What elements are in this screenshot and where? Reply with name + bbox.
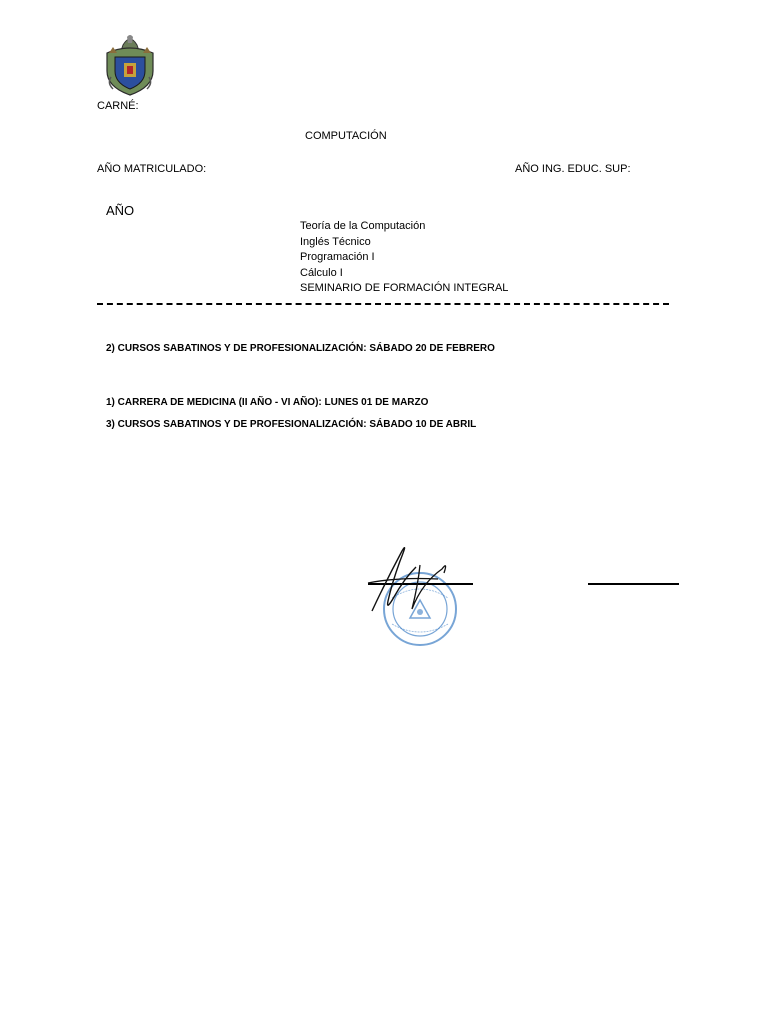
signature-line bbox=[588, 583, 679, 585]
signature-icon bbox=[360, 543, 470, 623]
higher-ed-year-label: AÑO ING. EDUC. SUP: bbox=[515, 163, 631, 175]
carne-label: CARNÉ: bbox=[97, 100, 139, 112]
career-title: COMPUTACIÓN bbox=[305, 130, 387, 142]
notice-item: 3) CURSOS SABATINOS Y DE PROFESIONALIZACIÓN: SÁBADO 10 DE ABRIL bbox=[106, 419, 477, 430]
dashed-divider bbox=[97, 303, 669, 305]
notice-item: 1) CARRERA DE MEDICINA (II AÑO - VI AÑO): LUNES 01 DE MARZO bbox=[106, 397, 429, 408]
course-item: Cálculo I bbox=[300, 267, 343, 279]
enrolled-year-label: AÑO MATRICULADO: bbox=[97, 163, 207, 175]
course-item: Programación I bbox=[300, 251, 375, 263]
course-item: Teoría de la Computación bbox=[300, 220, 426, 232]
notice-item: 2) CURSOS SABATINOS Y DE PROFESIONALIZACIÓN: SÁBADO 20 DE FEBRERO bbox=[106, 343, 495, 354]
course-item: SEMINARIO DE FORMACIÓN INTEGRAL bbox=[300, 282, 509, 294]
course-item: Inglés Técnico bbox=[300, 236, 371, 248]
year-label: AÑO bbox=[106, 203, 135, 218]
university-crest-icon bbox=[101, 33, 159, 97]
